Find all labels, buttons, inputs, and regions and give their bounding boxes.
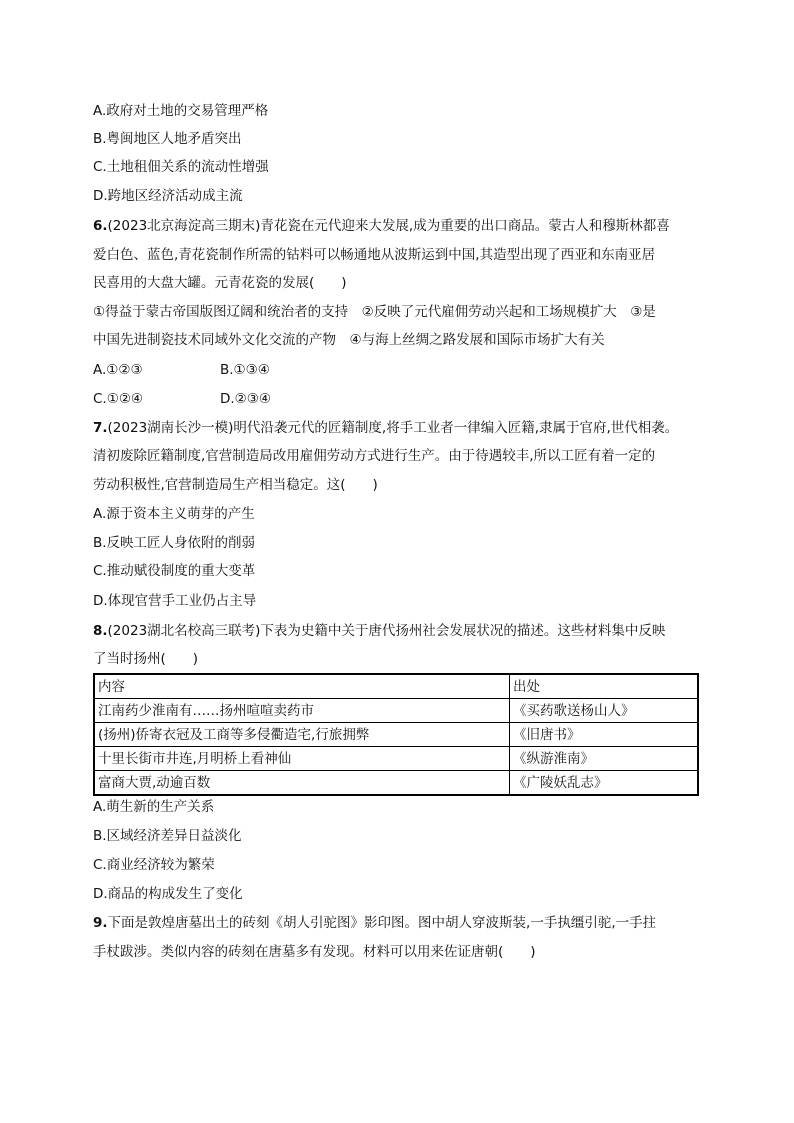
table-row xyxy=(94,699,698,723)
q9-line-1: 9.下面是敦煌唐墓出土的砖刻《胡人引驼图》影印图。图中胡人穿波斯装,一手执缰引驼,一手拄 xyxy=(93,915,657,931)
q7-line-3: 劳动积极性,官营制造局生产相当稳定。这( ) xyxy=(93,477,378,493)
q6-line-3: 民喜用的大盘大罐。元青花瓷的发展( ) xyxy=(93,275,347,291)
table-cell-source: 《广陵妖乱志》 xyxy=(510,771,699,796)
table-row xyxy=(94,771,698,796)
q6-line-1: 6.(2023北京海淀高三期末)青花瓷在元代迎来大发展,成为重要的出口商品。蒙古人和穆斯林都喜 xyxy=(93,218,670,234)
q5-option-c: C.土地租佃关系的流动性增强 xyxy=(93,159,269,175)
q5-option-a: A.政府对土地的交易管理严格 xyxy=(93,103,269,119)
q7-option-b: B.反映工匠人身依附的削弱 xyxy=(93,535,256,551)
q6-number: 6. xyxy=(93,218,108,234)
q6-option-a: A.①②③ xyxy=(93,362,143,378)
q5-option-d: D.跨地区经济活动成主流 xyxy=(93,188,243,204)
table-header-content: 内容 xyxy=(94,674,510,699)
q8-line-2: 了当时扬州( ) xyxy=(93,651,199,667)
q7-option-a: A.源于资本主义萌芽的产生 xyxy=(93,506,255,522)
table-row xyxy=(94,747,698,771)
q6-option-c: C.①②④ xyxy=(93,391,144,407)
q8-line-1: 8.(2023湖北名校高三联考)下表为史籍中关于唐代扬州社会发展状况的描述。这些材料集中反映 xyxy=(93,623,666,639)
table-cell-source: 《买药歌送杨山人》 xyxy=(510,699,699,723)
q6-option-d: D.②③④ xyxy=(220,391,271,407)
q6-statements-2: 中国先进制瓷技术同域外文化交流的产物 ④与海上丝绸之路发展和国际市场扩大有关 xyxy=(93,332,605,348)
q9-number: 9. xyxy=(93,915,108,931)
q8-option-c: C.商业经济较为繁荣 xyxy=(93,857,215,873)
q8-number: 8. xyxy=(93,623,108,639)
table-row xyxy=(94,723,698,747)
q8-option-b: B.区域经济差异日益淡化 xyxy=(93,828,242,844)
q7-option-d: D.体现官营手工业仍占主导 xyxy=(93,593,257,609)
q6-statements-1: ①得益于蒙古帝国版图辽阔和统治者的支持 ②反映了元代雇佣劳动兴起和工场规模扩大 ③是 xyxy=(93,304,656,320)
table-header-row xyxy=(94,674,698,699)
table-cell-source: 《旧唐书》 xyxy=(510,723,699,747)
q7-line-1: 7.(2023湖南长沙一模)明代沿袭元代的匠籍制度,将手工业者一律编入匠籍,隶属于官府,世代相袭。 xyxy=(93,420,679,436)
q6-line-2: 爱白色、蓝色,青花瓷制作所需的钴料可以畅通地从波斯运到中国,其造型出现了西亚和东南亚居 xyxy=(93,247,656,263)
q7-line-2: 清初废除匠籍制度,官营制造局改用雇佣劳动方式进行生产。由于待遇较丰,所以工匠有着一定的 xyxy=(93,448,656,464)
q7-number: 7. xyxy=(93,420,108,436)
q9-line-2: 手杖跋涉。类似内容的砖刻在唐墓多有发现。材料可以用来佐证唐朝( ) xyxy=(93,944,536,960)
table-cell-source: 《纵游淮南》 xyxy=(510,747,699,771)
q8-option-a: A.萌生新的生产关系 xyxy=(93,799,215,815)
table-cell-content: 江南药少淮南有……扬州喧喧卖药市 xyxy=(94,699,510,723)
q6-option-b: B.①③④ xyxy=(220,362,270,378)
q7-option-c: C.推动赋役制度的重大变革 xyxy=(93,563,256,579)
q8-option-d: D.商品的构成发生了变化 xyxy=(93,886,243,902)
table-header-source: 出处 xyxy=(510,674,699,699)
table-cell-content: 富商大贾,动逾百数 xyxy=(94,771,510,796)
table-cell-content: 十里长街市井连,月明桥上看神仙 xyxy=(94,747,510,771)
table-cell-content: (扬州)侨寄衣冠及工商等多侵衢造宅,行旅拥弊 xyxy=(94,723,510,747)
q5-option-b: B.粤闽地区人地矛盾突出 xyxy=(93,131,242,147)
source-table xyxy=(93,673,699,796)
